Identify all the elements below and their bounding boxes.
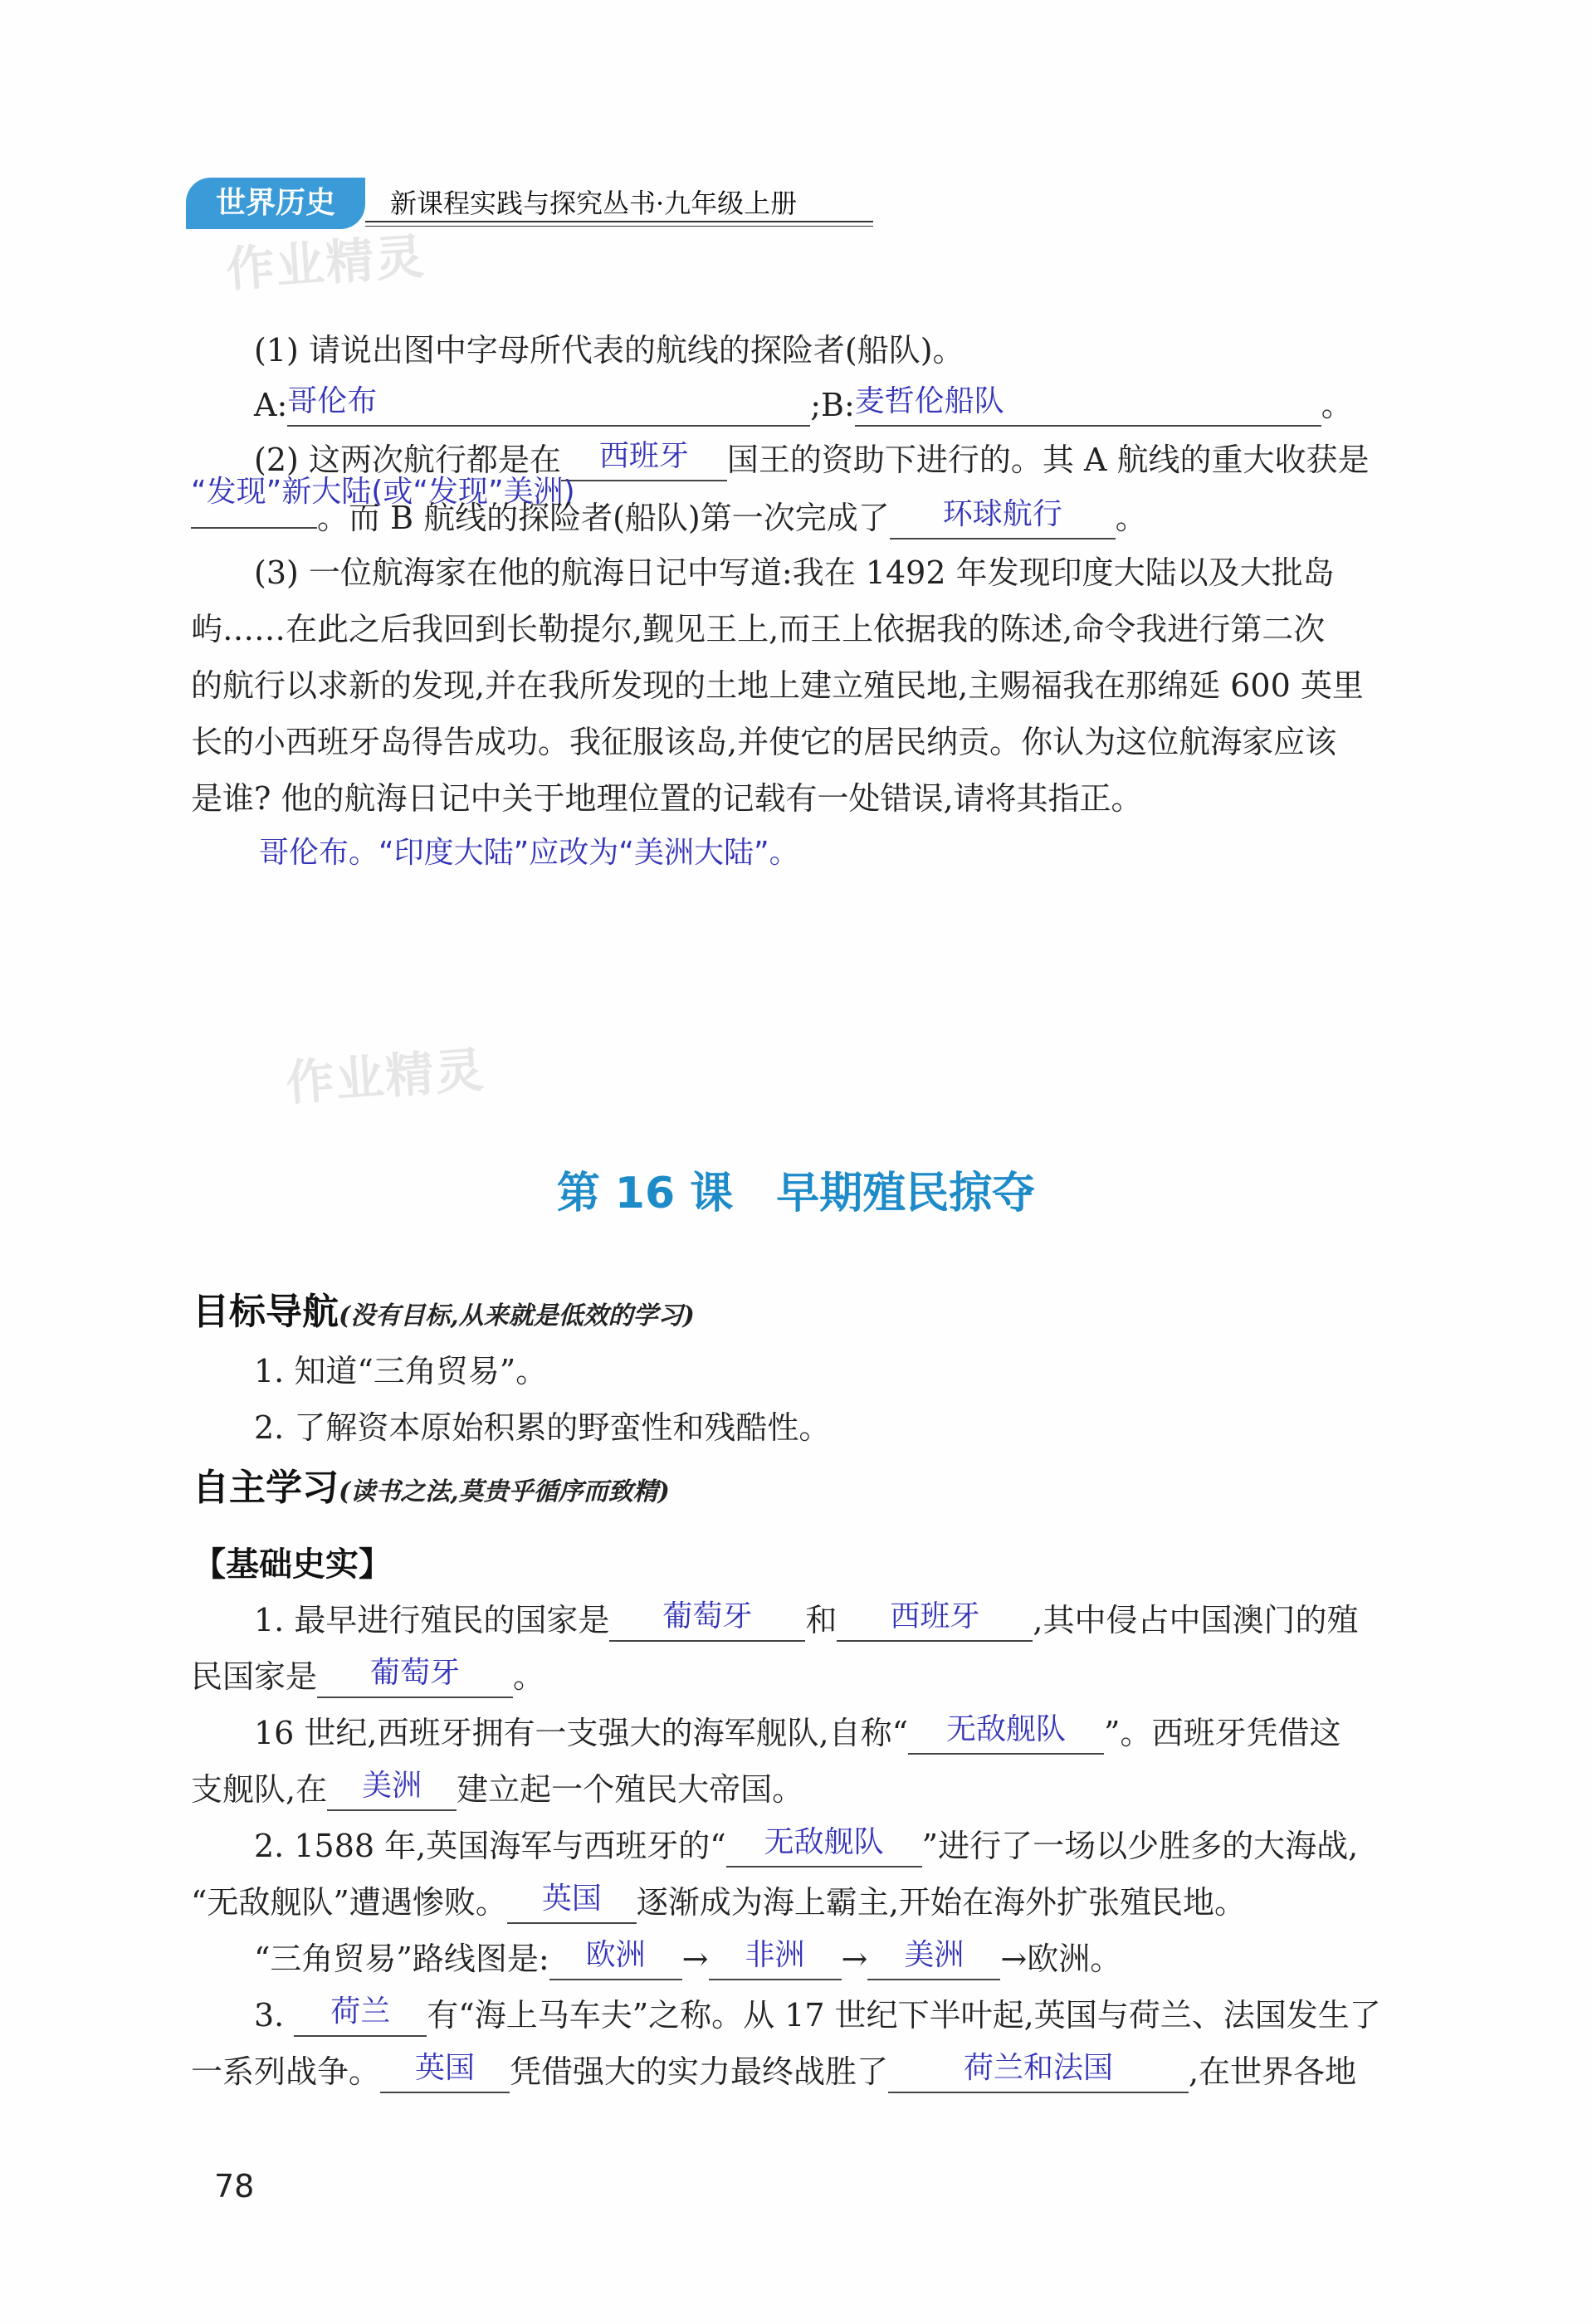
fact3-text-a: 有“海上马车夫”之称。从 17 世纪下半叶起,英国与荷兰、法国发生了 xyxy=(427,1997,1381,2034)
basic-facts-heading: 【基础史实】 xyxy=(193,1545,392,1584)
fact1-blank-1 xyxy=(609,1599,805,1642)
fact1b-line1 xyxy=(254,1705,1341,1761)
fact3-answer-1: 荷兰 xyxy=(330,1994,391,2029)
fact1b-text-c: 支舰队,在 xyxy=(191,1771,328,1808)
watermark-middle: 作业精灵 xyxy=(284,1041,487,1112)
q1-answer-line xyxy=(254,377,1353,433)
goals-heading: 目标导航 xyxy=(193,1291,339,1333)
fact1-text-a: 1. 最早进行殖民的国家是 xyxy=(254,1602,610,1638)
fact3-line1 xyxy=(254,1987,1381,2043)
q1-label-a: A: xyxy=(254,387,288,423)
fact1-answer-3: 葡萄牙 xyxy=(370,1656,461,1690)
fact1b-text-b: ”。西班牙凭借这 xyxy=(1104,1715,1341,1751)
fact2-text-a: 2. 1588 年,英国海军与西班牙的“ xyxy=(254,1828,726,1864)
subject-badge: 世界历史 xyxy=(186,178,365,229)
page-number: 78 xyxy=(214,2168,255,2204)
q1-label-b: ;B: xyxy=(810,387,855,423)
fact3-line2 xyxy=(191,2043,1356,2100)
fact3-blank-1 xyxy=(294,1994,427,2037)
fact3-blank-2 xyxy=(380,2053,510,2093)
trade-blank-3 xyxy=(867,1938,1000,1980)
fact2-line1 xyxy=(254,1818,1358,1874)
fact3-text-c: 凭借强大的实力最终战胜了 xyxy=(510,2053,889,2090)
lesson-title: 第 16 课 早期殖民掠夺 xyxy=(556,1169,1036,1218)
trade-blank-2 xyxy=(709,1938,842,1980)
fact1b-answer-2: 美洲 xyxy=(362,1769,422,1803)
q2-blank-gain xyxy=(191,527,317,529)
q1-blank-a xyxy=(287,384,810,427)
fact1-text-e: 。 xyxy=(513,1658,545,1695)
trade-blank-1 xyxy=(549,1938,682,1980)
self-study-section-header xyxy=(193,1459,670,1517)
fact1-line2 xyxy=(191,1648,545,1705)
q3-line-4: 长的小西班牙岛得告成功。我征服该岛,并使它的居民纳贡。你认为这位航海家应该 xyxy=(191,724,1337,760)
header-rule xyxy=(365,221,873,222)
fact1b-answer-1: 无敌舰队 xyxy=(946,1712,1067,1746)
trade-answer-2: 非洲 xyxy=(745,1938,805,1972)
fact2-blank-1 xyxy=(726,1825,922,1868)
fact1b-text-d: 建立起一个殖民大帝国。 xyxy=(457,1771,804,1808)
fact3-answer-2: 英国 xyxy=(415,2051,476,2085)
goal-item-2: 2. 了解资本原始积累的野蛮性和残酷性。 xyxy=(254,1409,831,1446)
triangle-trade-label: “三角贸易”路线图是: xyxy=(254,1941,549,1977)
goal-item-1: 1. 知道“三角贸易”。 xyxy=(254,1353,548,1389)
goals-section-header xyxy=(193,1283,695,1341)
fact1-text-d: 民国家是 xyxy=(191,1658,318,1695)
fact3-text-b: 一系列战争。 xyxy=(191,2053,381,2090)
fact1-line1 xyxy=(254,1592,1358,1648)
header-rule-thin xyxy=(365,226,873,227)
trade-end: →欧洲。 xyxy=(1000,1941,1122,1977)
fact3-answer-3: 荷兰和法国 xyxy=(964,2051,1114,2085)
trade-answer-3: 美洲 xyxy=(904,1938,964,1972)
fact1b-text-a: 16 世纪,西班牙拥有一支强大的海军舰队,自称“ xyxy=(254,1715,909,1751)
fact1b-line2 xyxy=(191,1761,803,1818)
fact2-answer-1: 无敌舰队 xyxy=(764,1825,884,1859)
self-study-heading: 自主学习 xyxy=(193,1467,339,1509)
trade-arrow-1: → xyxy=(681,1941,709,1977)
q3-line-2: 屿……在此之后我回到长勒提尔,觐见王上,而王上依据我的陈述,命令我进行第二次 xyxy=(191,611,1326,647)
q3-answer: 哥伦布。“印度大陆”应改为“美洲大陆”。 xyxy=(259,836,799,870)
q2-blank-country xyxy=(561,439,727,481)
fact3-blank-3 xyxy=(888,2053,1189,2093)
trade-arrow-2: → xyxy=(841,1941,868,1977)
q2-part1: (2) 这两次航行都是在 xyxy=(254,442,561,478)
fact2-text-c: “无敌舰队”遭遇惨败。 xyxy=(191,1884,507,1921)
fact2-answer-2: 英国 xyxy=(541,1882,602,1916)
q2-answer-gain: “发现”新大陆(或“发现”美洲) xyxy=(191,475,575,509)
q2-end: 。 xyxy=(1115,500,1147,536)
fact3-text-d: ,在世界各地 xyxy=(1189,2053,1357,2090)
trade-answer-1: 欧洲 xyxy=(585,1938,646,1972)
fact2-text-d: 逐渐成为海上霸主,开始在海外扩张殖民地。 xyxy=(636,1884,1246,1921)
goals-note: (没有目标,从来就是低效的学习) xyxy=(339,1301,695,1330)
fact1-blank-2 xyxy=(837,1599,1033,1642)
q2-part2: 国王的资助下进行的。其 A 航线的重大收获是 xyxy=(726,442,1370,478)
fact1-text-c: ,其中侵占中国澳门的殖 xyxy=(1033,1602,1359,1638)
q1-answer-b: 麦哲伦船队 xyxy=(854,384,1004,418)
fact1b-blank-2 xyxy=(327,1771,457,1811)
fact2-line2 xyxy=(191,1874,1246,1931)
q1-end: 。 xyxy=(1321,387,1353,423)
q2-answer-voyage: 环球航行 xyxy=(942,497,1062,531)
q1-answer-a: 哥伦布 xyxy=(287,384,378,418)
fact2-text-b: ”进行了一场以少胜多的大海战, xyxy=(921,1828,1359,1864)
q3-line-5: 是谁? 他的航海日记中关于地理位置的记载有一处错误,请将其指正。 xyxy=(191,780,1143,817)
series-title: 新课程实践与探究丛书·九年级上册 xyxy=(390,188,798,219)
q2-blank-voyage xyxy=(890,497,1116,540)
fact1-answer-2: 西班牙 xyxy=(890,1599,980,1633)
watermark-top: 作业精灵 xyxy=(224,227,427,299)
fact2-blank-2 xyxy=(507,1884,637,1924)
self-study-note: (读书之法,莫贵乎循序而致精) xyxy=(339,1477,670,1506)
q3-line-3: 的航行以求新的发现,并在我所发现的土地上建立殖民地,主赐福我在那绵延 600 英里 xyxy=(191,667,1364,704)
q1-prompt: (1) 请说出图中字母所代表的航线的探险者(船队)。 xyxy=(254,332,964,369)
fact1-blank-3 xyxy=(317,1658,513,1698)
fact1-answer-1: 葡萄牙 xyxy=(662,1599,753,1633)
q3-line-1: (3) 一位航海家在他的航海日记中写道:我在 1492 年发现印度大陆以及大批岛 xyxy=(254,554,1335,591)
q2-line2 xyxy=(191,490,1147,546)
fact1-text-b: 和 xyxy=(805,1602,838,1638)
q2-answer-country: 西班牙 xyxy=(598,439,689,473)
fact3-number: 3. xyxy=(254,1997,285,2034)
q2-part3: 。而 B 航线的探险者(船队)第一次完成了 xyxy=(317,500,890,536)
fact1b-blank-1 xyxy=(908,1712,1104,1755)
triangle-trade-line xyxy=(254,1931,1121,1987)
q1-blank-b xyxy=(854,384,1321,427)
